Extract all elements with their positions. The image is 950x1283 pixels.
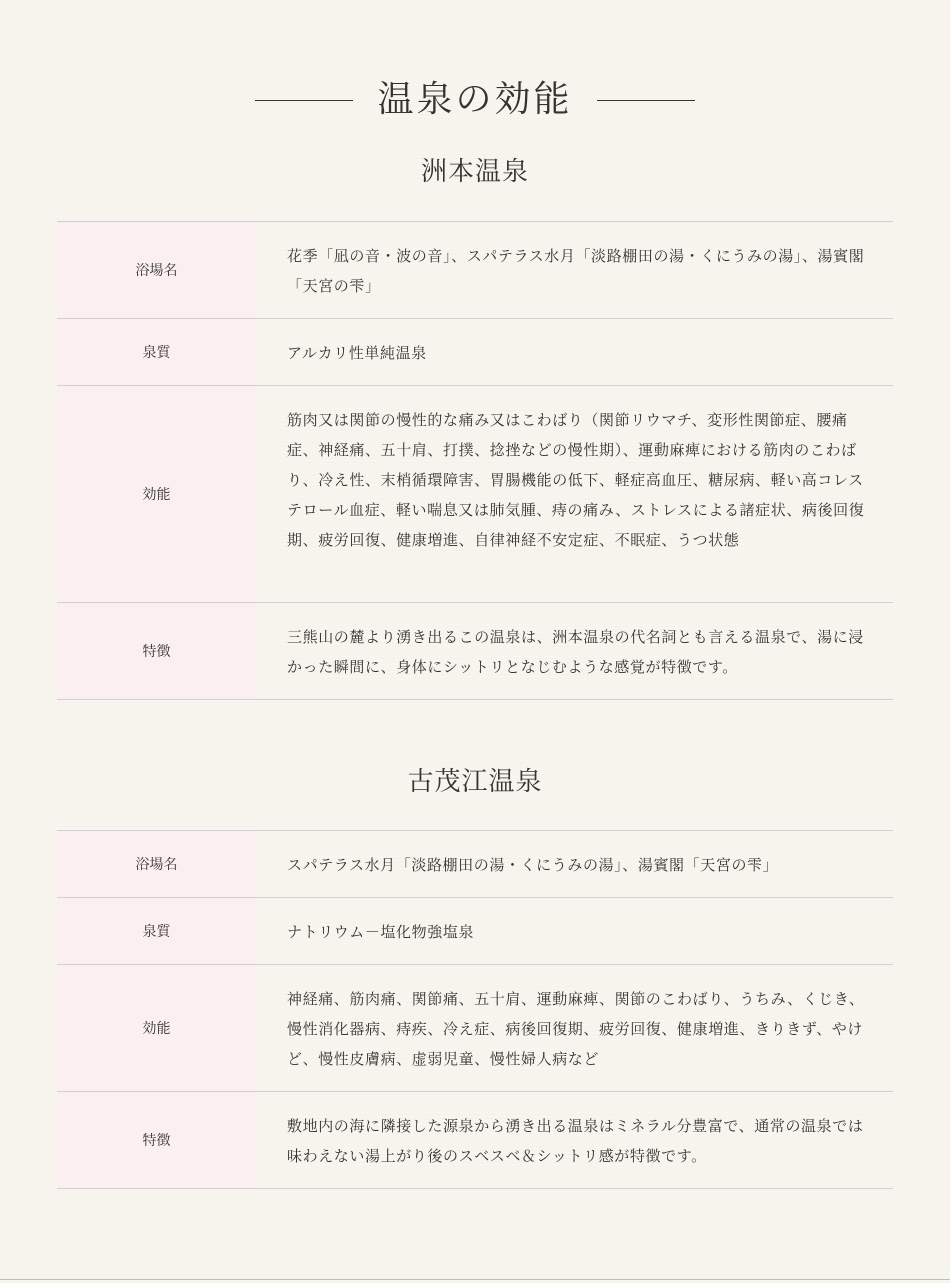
spa-table-komoe (57, 830, 893, 1189)
page-title: 温泉の効能 (377, 79, 573, 120)
row-label: 特徴 (57, 603, 256, 699)
row-value: 敷地内の海に隣接した源泉から湧き出る温泉はミネラル分豊富で、通常の温泉では味わえない湯上がり後のスベスベ＆シットリ感が特徴です。 (287, 1117, 864, 1165)
row-label: 特徴 (57, 1092, 256, 1188)
row-label: 泉質 (57, 319, 256, 385)
table-row-efficacy (57, 386, 893, 603)
spa-table-sumoto (57, 221, 893, 700)
heading-rule-left (255, 100, 353, 101)
table-row-spring-quality (57, 319, 893, 386)
row-value: アルカリ性単純温泉 (287, 344, 427, 362)
row-value: ナトリウム－塩化物強塩泉 (287, 923, 475, 941)
table-row-spring-quality (57, 898, 893, 965)
heading-rule-right (597, 100, 695, 101)
row-value: 三熊山の麓より湧き出るこの温泉は、洲本温泉の代名詞とも言える温泉で、湯に浸かった瞬間に、身体にシットリとなじむような感覚が特徴です。 (287, 628, 864, 676)
row-value: 神経痛、筋肉痛、関節痛、五十肩、運動麻痺、関節のこわばり、うちみ、くじき、慢性消化器病、痔疾、冷え症、病後回復期、疲労回復、健康増進、きりきず、やけど、慢性皮膚病、虚弱児童、慢性婦人病など (287, 990, 865, 1068)
table-row-bath-names (57, 831, 893, 898)
table-row-efficacy (57, 965, 893, 1092)
section-title-sumoto: 洲本温泉 (420, 157, 529, 187)
table-row-features (57, 603, 893, 700)
row-value: スパテラス水月「淡路棚田の湯・くにうみの湯」、湯賓閣「天宮の雫」 (287, 856, 779, 874)
footer-divider (0, 1279, 950, 1280)
row-label: 浴場名 (57, 831, 256, 897)
table-row-features (57, 1092, 893, 1189)
row-label: 浴場名 (57, 222, 256, 318)
table-row-bath-names (57, 222, 893, 319)
row-label: 泉質 (57, 898, 256, 964)
row-value: 筋肉又は関節の慢性的な痛み又はこわばり（関節リウマチ、変形性関節症、腰痛症、神経痛、五十肩、打撲、捻挫などの慢性期）、運動麻痺における筋肉のこわばり、冷え性、末梢循環障害、胃腸機能の低下、軽症高血圧、糖尿病、軽い高コレステロール血症、軽い喘息又は肺気腫、痔の痛み、ストレスによる諸症状、病後回復期、疲労回復、健康増進、自律神経不安定症、不眠症、うつ状態 (287, 411, 865, 549)
section-title-komoe: 古茂江温泉 (407, 767, 543, 797)
row-label: 効能 (57, 386, 256, 602)
row-label: 効能 (57, 965, 256, 1091)
row-value: 花季「凪の音・波の音」、スパテラス水月「淡路棚田の湯・くにうみの湯」、湯賓閣「天宮の雫」 (287, 247, 865, 295)
page-heading (0, 72, 950, 128)
